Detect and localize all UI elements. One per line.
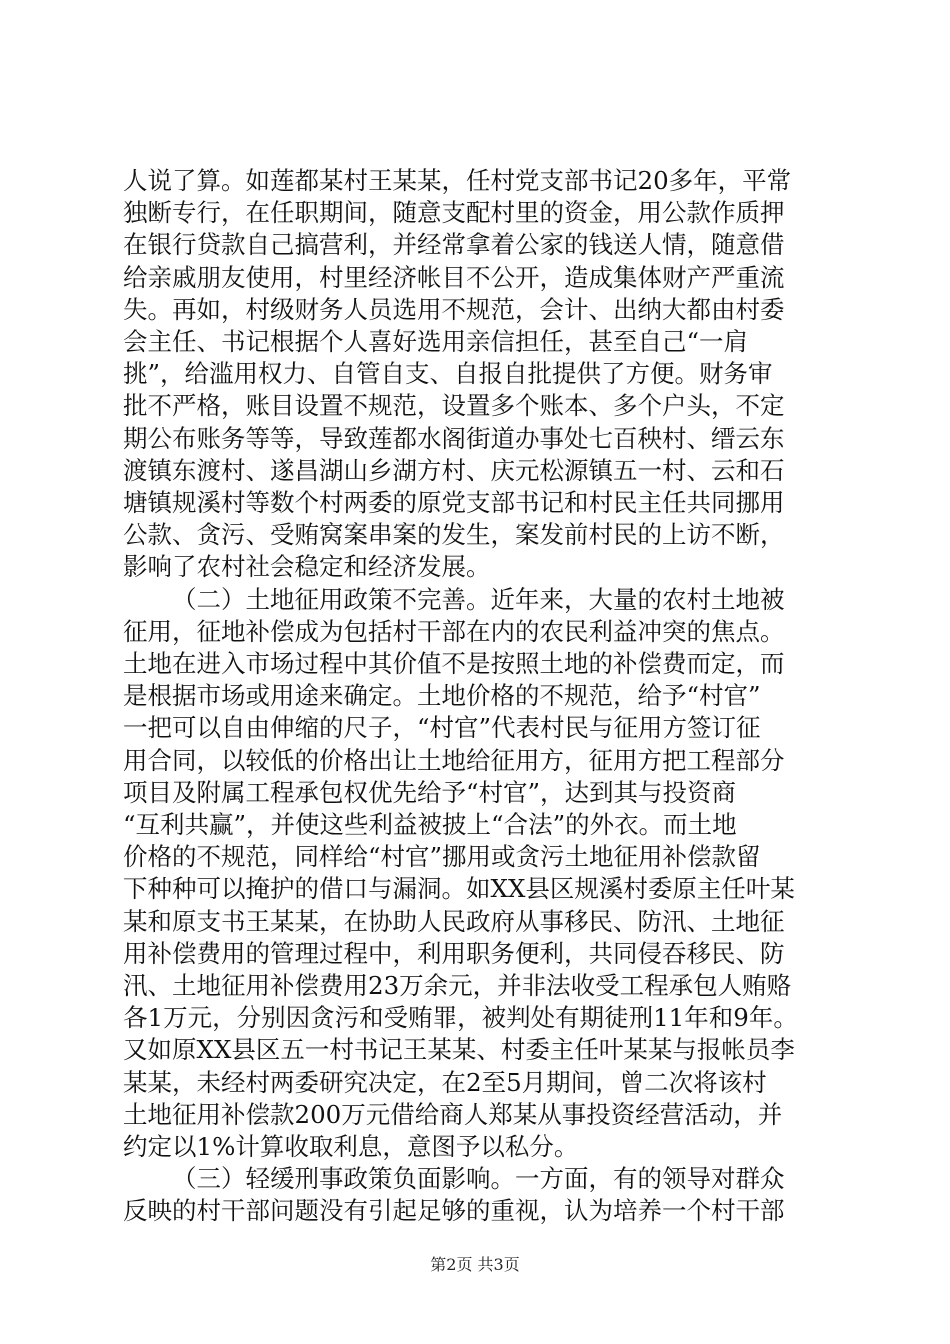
text-line: 独断专行，在任职期间，随意支配村里的资金，用公款作质押 [123,198,785,228]
text-line: 是根据市场或用途来确定。土地价格的不规范，给予“村官” [123,681,761,711]
text-line: （二）土地征用政策不完善。近年来，大量的农村土地被 [172,584,785,614]
text-line: 某某，未经村两委研究决定，在2至5月期间，曾二次将该村 [123,1067,767,1097]
text-line: 项目及附属工程承包权优先给予“村官”，达到其与投资商 [123,777,737,807]
text-line: 塘镇规溪村等数个村两委的原党支部书记和村民主任共同挪用 [123,488,785,517]
text-line: 影响了农村社会稳定和经济发展。 [123,552,491,582]
text-line: 某和原支书王某某，在协助人民政府从事移民、防汛、土地征 [123,906,785,936]
text-line: 约定以1%计算收取利息，意图予以私分。 [123,1132,579,1161]
text-line: 失。再如，村级财务人员选用不规范，会计、出纳大都由村委 [123,294,785,324]
text-line: 土地征用补偿款200万元借给商人郑某从事投资经营活动，并 [123,1099,783,1129]
text-line: 公款、贪污、受贿窝案串案的发生，案发前村民的上访不断， [123,520,785,550]
text-line: （三）轻缓刑事政策负面影响。一方面，有的领导对群众 [172,1164,785,1194]
text-line: 用合同，以较低的价格出让土地给征用方，征用方把工程部分 [123,745,785,775]
text-line: 一把可以自由伸缩的尺子，“村官”代表村民与征用方签订征 [123,713,761,743]
text-line: 挑”，给滥用权力、自管自支、自报自批提供了方便。财务审 [123,359,773,389]
text-line: 反映的村干部问题没有引起足够的重视，认为培养一个村干部 [123,1196,785,1226]
text-line: 价格的不规范，同样给“村官”挪用或贪污土地征用补偿款留 [123,842,761,872]
text-line: 征用，征地补偿成为包括村干部在内的农民利益冲突的焦点。 [123,616,785,646]
text-line: 下种种可以掩护的借口与漏洞。如XX县区规溪村委原主任叶某 [123,874,795,904]
text-line: 期公布账务等等，导致莲都水阁街道办事处七百秧村、缙云东 [123,423,785,453]
text-line: 人说了算。如莲都某村王某某，任村党支部书记20多年，平常 [123,166,792,195]
text-line: 批不严格，账目设置不规范，设置多个账本、多个户头，不定 [123,391,785,421]
text-line: 给亲戚朋友使用，村里经济帐目不公开，造成集体财产严重流 [123,262,785,292]
text-line: 用补偿费用的管理过程中，利用职务便利，共同侵吞移民、防 [123,938,785,968]
text-line: 渡镇东渡村、遂昌湖山乡湖方村、庆元松源镇五一村、云和石 [123,455,785,485]
text-line: 在银行贷款自己搞营利，并经常拿着公家的钱送人情，随意借 [123,230,785,260]
text-line: 会主任、书记根据个人喜好选用亲信担任，甚至自己“一肩 [123,327,749,356]
text-line: 土地在进入市场过程中其价值不是按照土地的补偿费而定，而 [123,649,785,678]
text-line: 各1万元，分别因贪污和受贿罪，被判处有期徒刑11年和9年。 [123,1003,798,1033]
page-footer: 第2页 共3页 [430,1255,520,1274]
text-line: 又如原XX县区五一村书记王某某、村委主任叶某某与报帐员李 [123,1035,795,1065]
text-line: 汛、土地征用补偿费用23万余元，并非法收受工程承包人贿赂 [123,971,792,1000]
text-line: “互利共赢”，并使这些利益被披上“合法”的外衣。而土地 [123,810,737,839]
